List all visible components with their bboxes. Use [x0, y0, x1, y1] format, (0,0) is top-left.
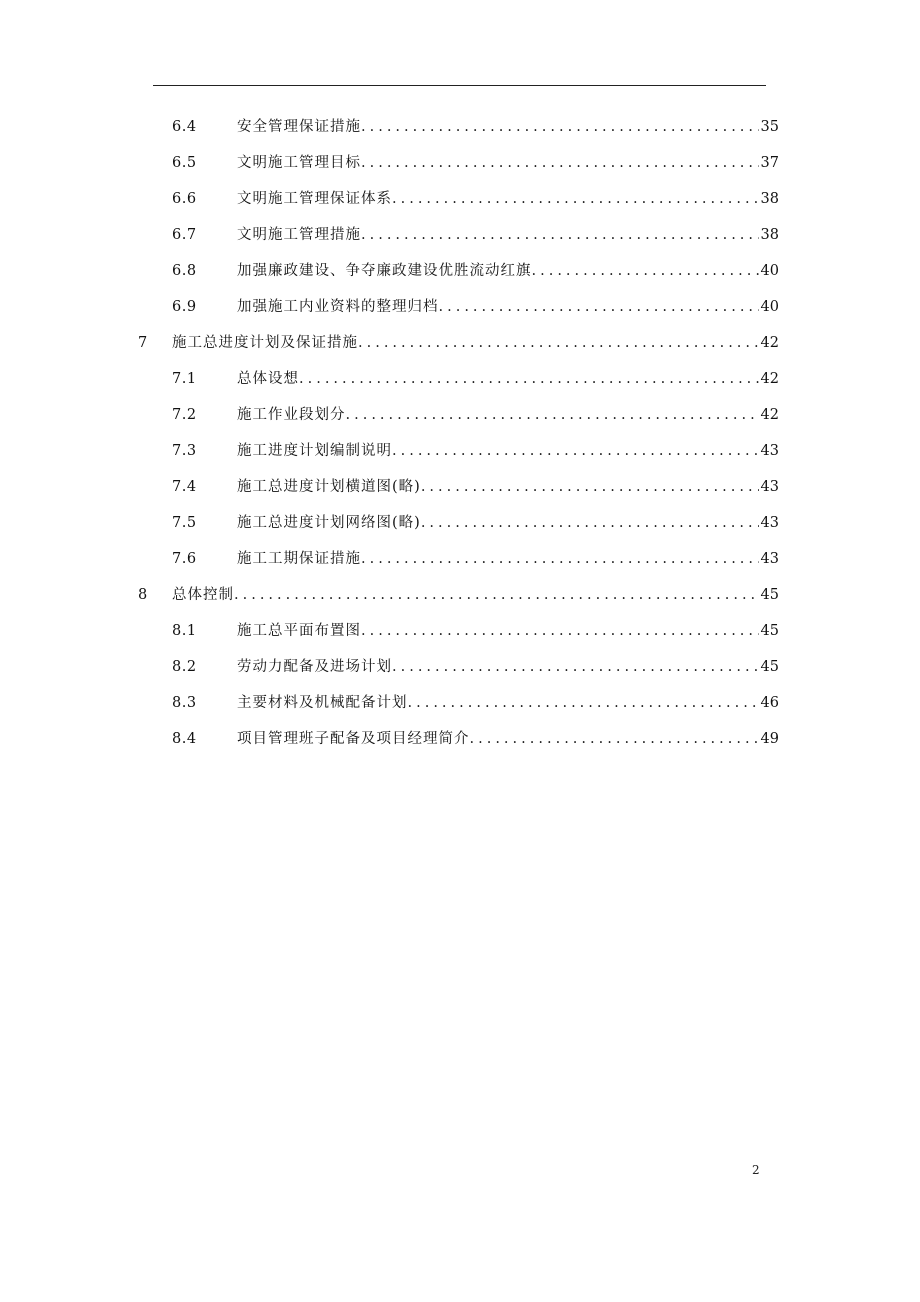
toc-entry[interactable]: [0, 253, 920, 289]
dot-leader: [361, 613, 759, 649]
toc-entry-title: 加强廉政建设、争夺廉政建设优胜流动红旗: [237, 263, 532, 279]
toc-entry-title: 施工总进度计划横道图(略): [237, 479, 421, 495]
toc-entry-page: 38: [760, 227, 779, 243]
toc-entry-number: 6.7: [172, 227, 197, 243]
toc-entry[interactable]: [0, 649, 920, 685]
toc-entry-number: 7.3: [172, 443, 197, 459]
toc-entry-page: 45: [760, 659, 779, 675]
toc-entry[interactable]: [0, 721, 920, 757]
toc-entry[interactable]: [0, 505, 920, 541]
dot-leader: [470, 721, 759, 757]
toc-entry-title: 文明施工管理目标: [237, 155, 361, 171]
toc-entry[interactable]: [0, 397, 920, 433]
toc-entry-page: 42: [760, 371, 779, 387]
toc-entry-title: 劳动力配备及进场计划: [237, 659, 392, 675]
dot-leader: [299, 361, 759, 397]
toc-entry[interactable]: [0, 541, 920, 577]
toc-entry-number: 8.2: [172, 659, 197, 675]
toc-entry-title: 施工总平面布置图: [237, 623, 361, 639]
toc-entry-page: 43: [760, 479, 779, 495]
toc-entry-number: 7.1: [172, 371, 197, 387]
dot-leader: [421, 469, 759, 505]
toc-entry-number: 8.1: [172, 623, 197, 639]
toc-entry-page: 37: [760, 155, 779, 171]
toc-entry-title: 施工工期保证措施: [237, 551, 361, 567]
toc-entry-page: 46: [760, 695, 779, 711]
toc-entry-title: 施工进度计划编制说明: [237, 443, 392, 459]
dot-leader: [408, 685, 759, 721]
toc-entry[interactable]: [0, 217, 920, 253]
toc-chapter-entry[interactable]: [0, 325, 920, 361]
toc-entry[interactable]: [0, 145, 920, 181]
toc-entry[interactable]: [0, 289, 920, 325]
toc-entry-page: 38: [760, 191, 779, 207]
toc-entry[interactable]: [0, 613, 920, 649]
dot-leader: [361, 217, 759, 253]
dot-leader: [439, 289, 759, 325]
toc-entry-number: 6.6: [172, 191, 197, 207]
toc-entry-title: 施工总进度计划及保证措施: [172, 335, 358, 351]
toc-entry-page: 45: [760, 623, 779, 639]
toc-entry-page: 43: [760, 515, 779, 531]
dot-leader: [392, 181, 759, 217]
dot-leader: [532, 253, 759, 289]
dot-leader: [392, 433, 759, 469]
toc-entry-number: 7: [138, 335, 148, 351]
dot-leader: [421, 505, 759, 541]
toc-entry-title: 文明施工管理保证体系: [237, 191, 392, 207]
toc-entry-number: 7.5: [172, 515, 197, 531]
page-number: 2: [752, 1163, 760, 1177]
toc-entry-title: 安全管理保证措施: [237, 119, 361, 135]
dot-leader: [361, 541, 759, 577]
toc-entry-page: 49: [760, 731, 779, 747]
toc-entry-page: 42: [760, 335, 779, 351]
toc-entry-number: 8.3: [172, 695, 197, 711]
toc-entry[interactable]: [0, 361, 920, 397]
toc-entry-number: 7.4: [172, 479, 197, 495]
toc-entry-page: 45: [760, 587, 779, 603]
toc-entry-page: 35: [760, 119, 779, 135]
toc-entry-title: 加强施工内业资料的整理归档: [237, 299, 439, 315]
toc-entry-page: 43: [760, 551, 779, 567]
toc-entry[interactable]: [0, 685, 920, 721]
dot-leader: [361, 109, 759, 145]
dot-leader: [234, 577, 759, 613]
toc-entry-number: 6.5: [172, 155, 197, 171]
toc-entry-page: 43: [760, 443, 779, 459]
toc-entry-title: 总体控制: [172, 587, 234, 603]
dot-leader: [392, 649, 759, 685]
toc-entry-number: 8: [138, 587, 148, 603]
header-rule: [153, 85, 766, 86]
dot-leader: [346, 397, 759, 433]
toc-entry[interactable]: [0, 109, 920, 145]
toc-chapter-entry[interactable]: [0, 577, 920, 613]
toc-entry-page: 40: [760, 299, 779, 315]
toc-entry-number: 6.9: [172, 299, 197, 315]
toc-entry[interactable]: [0, 433, 920, 469]
toc-entry-title: 施工总进度计划网络图(略): [237, 515, 421, 531]
toc-entry-title: 文明施工管理措施: [237, 227, 361, 243]
toc-entry-number: 6.4: [172, 119, 197, 135]
toc-entry[interactable]: [0, 469, 920, 505]
toc-entry-title: 施工作业段划分: [237, 407, 346, 423]
toc-entry-page: 40: [760, 263, 779, 279]
toc-entry[interactable]: [0, 181, 920, 217]
toc-entry-number: 8.4: [172, 731, 197, 747]
toc-entry-title: 总体设想: [237, 371, 299, 387]
toc-entry-title: 项目管理班子配备及项目经理简介: [237, 731, 470, 747]
toc-entry-page: 42: [760, 407, 779, 423]
toc-entry-number: 7.2: [172, 407, 197, 423]
toc-entry-title: 主要材料及机械配备计划: [237, 695, 408, 711]
toc-entry-number: 6.8: [172, 263, 197, 279]
dot-leader: [358, 325, 759, 361]
toc-entry-number: 7.6: [172, 551, 197, 567]
dot-leader: [361, 145, 759, 181]
